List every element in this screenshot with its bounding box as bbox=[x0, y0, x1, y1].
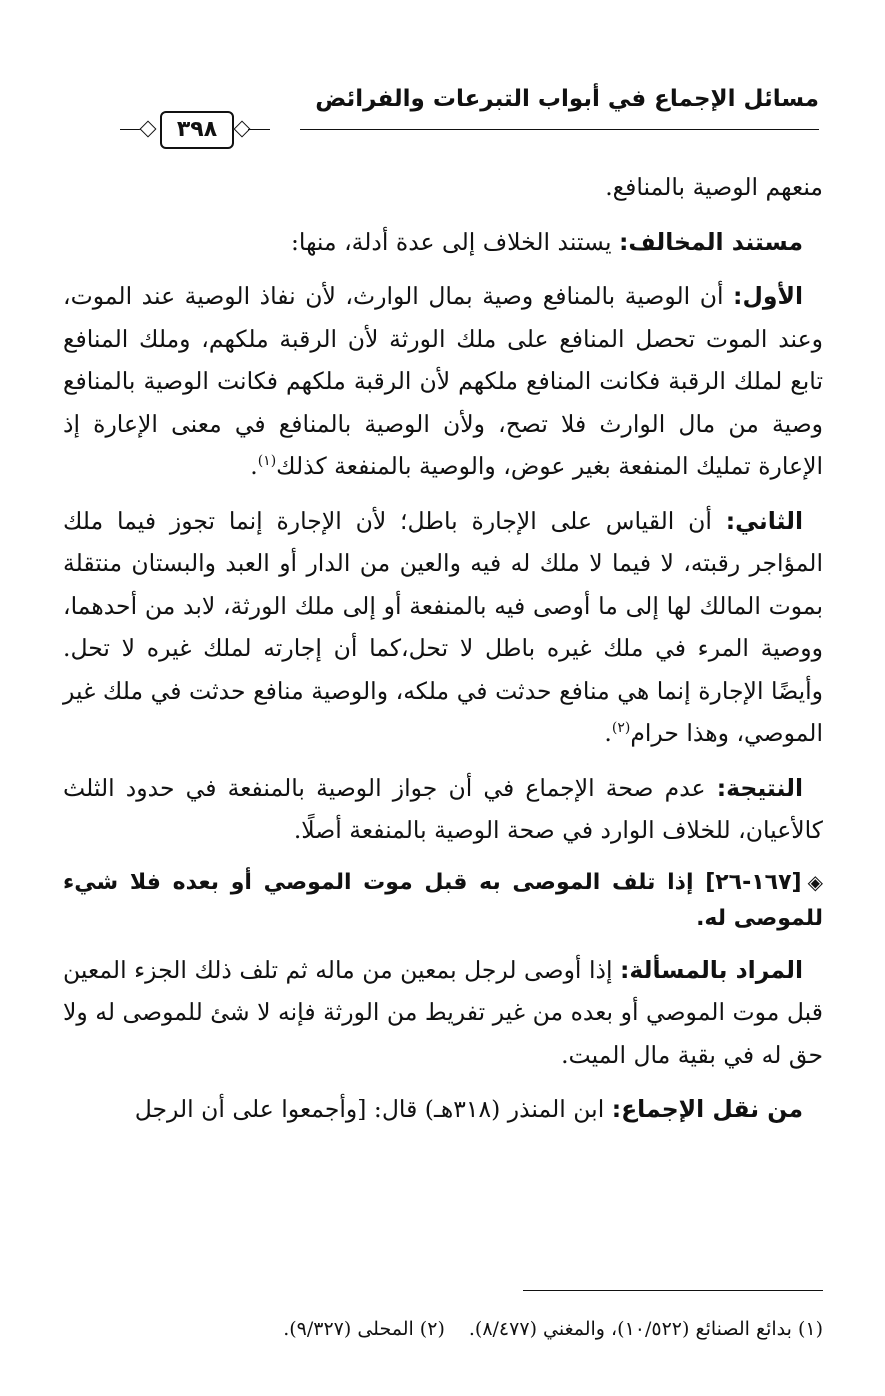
paragraph-3-end: . bbox=[250, 452, 258, 480]
ornament-line-right bbox=[248, 129, 270, 130]
paragraph-4-end: . bbox=[604, 719, 612, 747]
ornament-diamond-left-icon bbox=[140, 121, 157, 138]
paragraph-4 bbox=[63, 500, 823, 755]
paragraph-1-text: منعهم الوصية بالمنافع. bbox=[605, 173, 823, 201]
paragraph-4-label: الثاني: bbox=[725, 506, 803, 535]
issue-heading bbox=[63, 864, 823, 937]
issue-heading-text: [١٦٧-٢٦] إذا تلف الموصى به قبل موت الموصي أو بعده فلا شيء للموصى له. bbox=[63, 869, 823, 931]
paragraph-6 bbox=[63, 949, 823, 1077]
page-number-ornament bbox=[120, 109, 270, 149]
footnote-rule bbox=[523, 1290, 823, 1291]
paragraph-3-text: أن الوصية بالمنافع وصية بمال الوارث، لأن نفاذ الوصية عند الموت، وعند الموت تحصل المنافع على ملك الورثة لأن الرقبة ملكهم، وملك المنافع تابع لملك الرقبة فكانت المنافع ملكهم لأن الرقبة ملكهم فكانت الوصية بالمنافع وصية من مال الوارث فلا تصح، ولأن الوصية بالمنافع في معنى الإعارة إذ الإعارة تمليك المنفعة بغير عوض، والوصية بالمنفعة كذلك bbox=[63, 282, 823, 480]
footnote-ref-2[interactable]: (٢) bbox=[611, 720, 631, 737]
paragraph-3-label: الأول: bbox=[733, 282, 803, 310]
page-number: ٣٩٨ bbox=[160, 111, 234, 149]
paragraph-6-label: المراد بالمسألة: bbox=[619, 955, 803, 984]
paragraph-2 bbox=[63, 221, 823, 264]
footnote-2: (٢) المحلى (٩/٣٢٧). bbox=[283, 1318, 445, 1340]
paragraph-7-text: ابن المنذر (٣١٨هـ) قال: [وأجمعوا على أن الرجل bbox=[134, 1095, 612, 1123]
header-rule bbox=[300, 129, 819, 130]
footnote-1: (١) بدائع الصنائع (١٠/٥٢٢)، والمغني (٨/٤٧٧). bbox=[468, 1318, 823, 1340]
paragraph-7 bbox=[63, 1088, 823, 1131]
main-text bbox=[63, 166, 823, 1143]
diamond-bullet-icon: ◈ bbox=[807, 869, 823, 894]
footnote-ref-1[interactable]: (١) bbox=[257, 453, 277, 470]
paragraph-3 bbox=[63, 275, 823, 488]
paragraph-5 bbox=[63, 767, 823, 852]
running-title: مسائل الإجماع في أبواب التبرعات والفرائض bbox=[315, 86, 819, 112]
paragraph-4-text: أن القياس على الإجارة باطل؛ لأن الإجارة إنما تجوز فيما ملك المؤاجر رقبته، لا فيما لا ملك له فيه والعين من الدار أو العبد والبستان منتقلة بموت المالك لها إلى ما أوصى فيه بالمنفعة أو إلى ملك الورثة، لابد من أحدهما، ووصية المرء في ملك غيره باطل لا تحل،كما أن إجارته لملك غيره لا تحل. وأيضًا الإجارة إنما هي منافع حدثت في ملكه، والوصية منافع حدثت في ملك غير الموصي، وهذا حرام bbox=[63, 506, 823, 747]
paragraph-6-text: إذا أوصى لرجل بمعين من ماله ثم تلف ذلك الجزء المعين قبل موت الموصي أو بعده من غير تفريط من الورثة فإنه لا شئ للموصى له ولا حق له في بقية مال الميت. bbox=[63, 955, 823, 1069]
paragraph-5-text: عدم صحة الإجماع في أن جواز الوصية بالمنفعة في حدود الثلث كالأعيان، للخلاف الوارد في صحة الوصية بالمنفعة أصلًا. bbox=[63, 773, 823, 844]
paragraph-2-text: يستند الخلاف إلى عدة أدلة، منها: bbox=[291, 227, 619, 256]
paragraph-5-label: النتيجة: bbox=[716, 773, 803, 802]
paragraph-1 bbox=[63, 166, 823, 209]
paragraph-2-label: مستند المخالف: bbox=[618, 227, 803, 256]
footnotes bbox=[63, 1314, 823, 1344]
paragraph-7-label: من نقل الإجماع: bbox=[611, 1095, 803, 1123]
